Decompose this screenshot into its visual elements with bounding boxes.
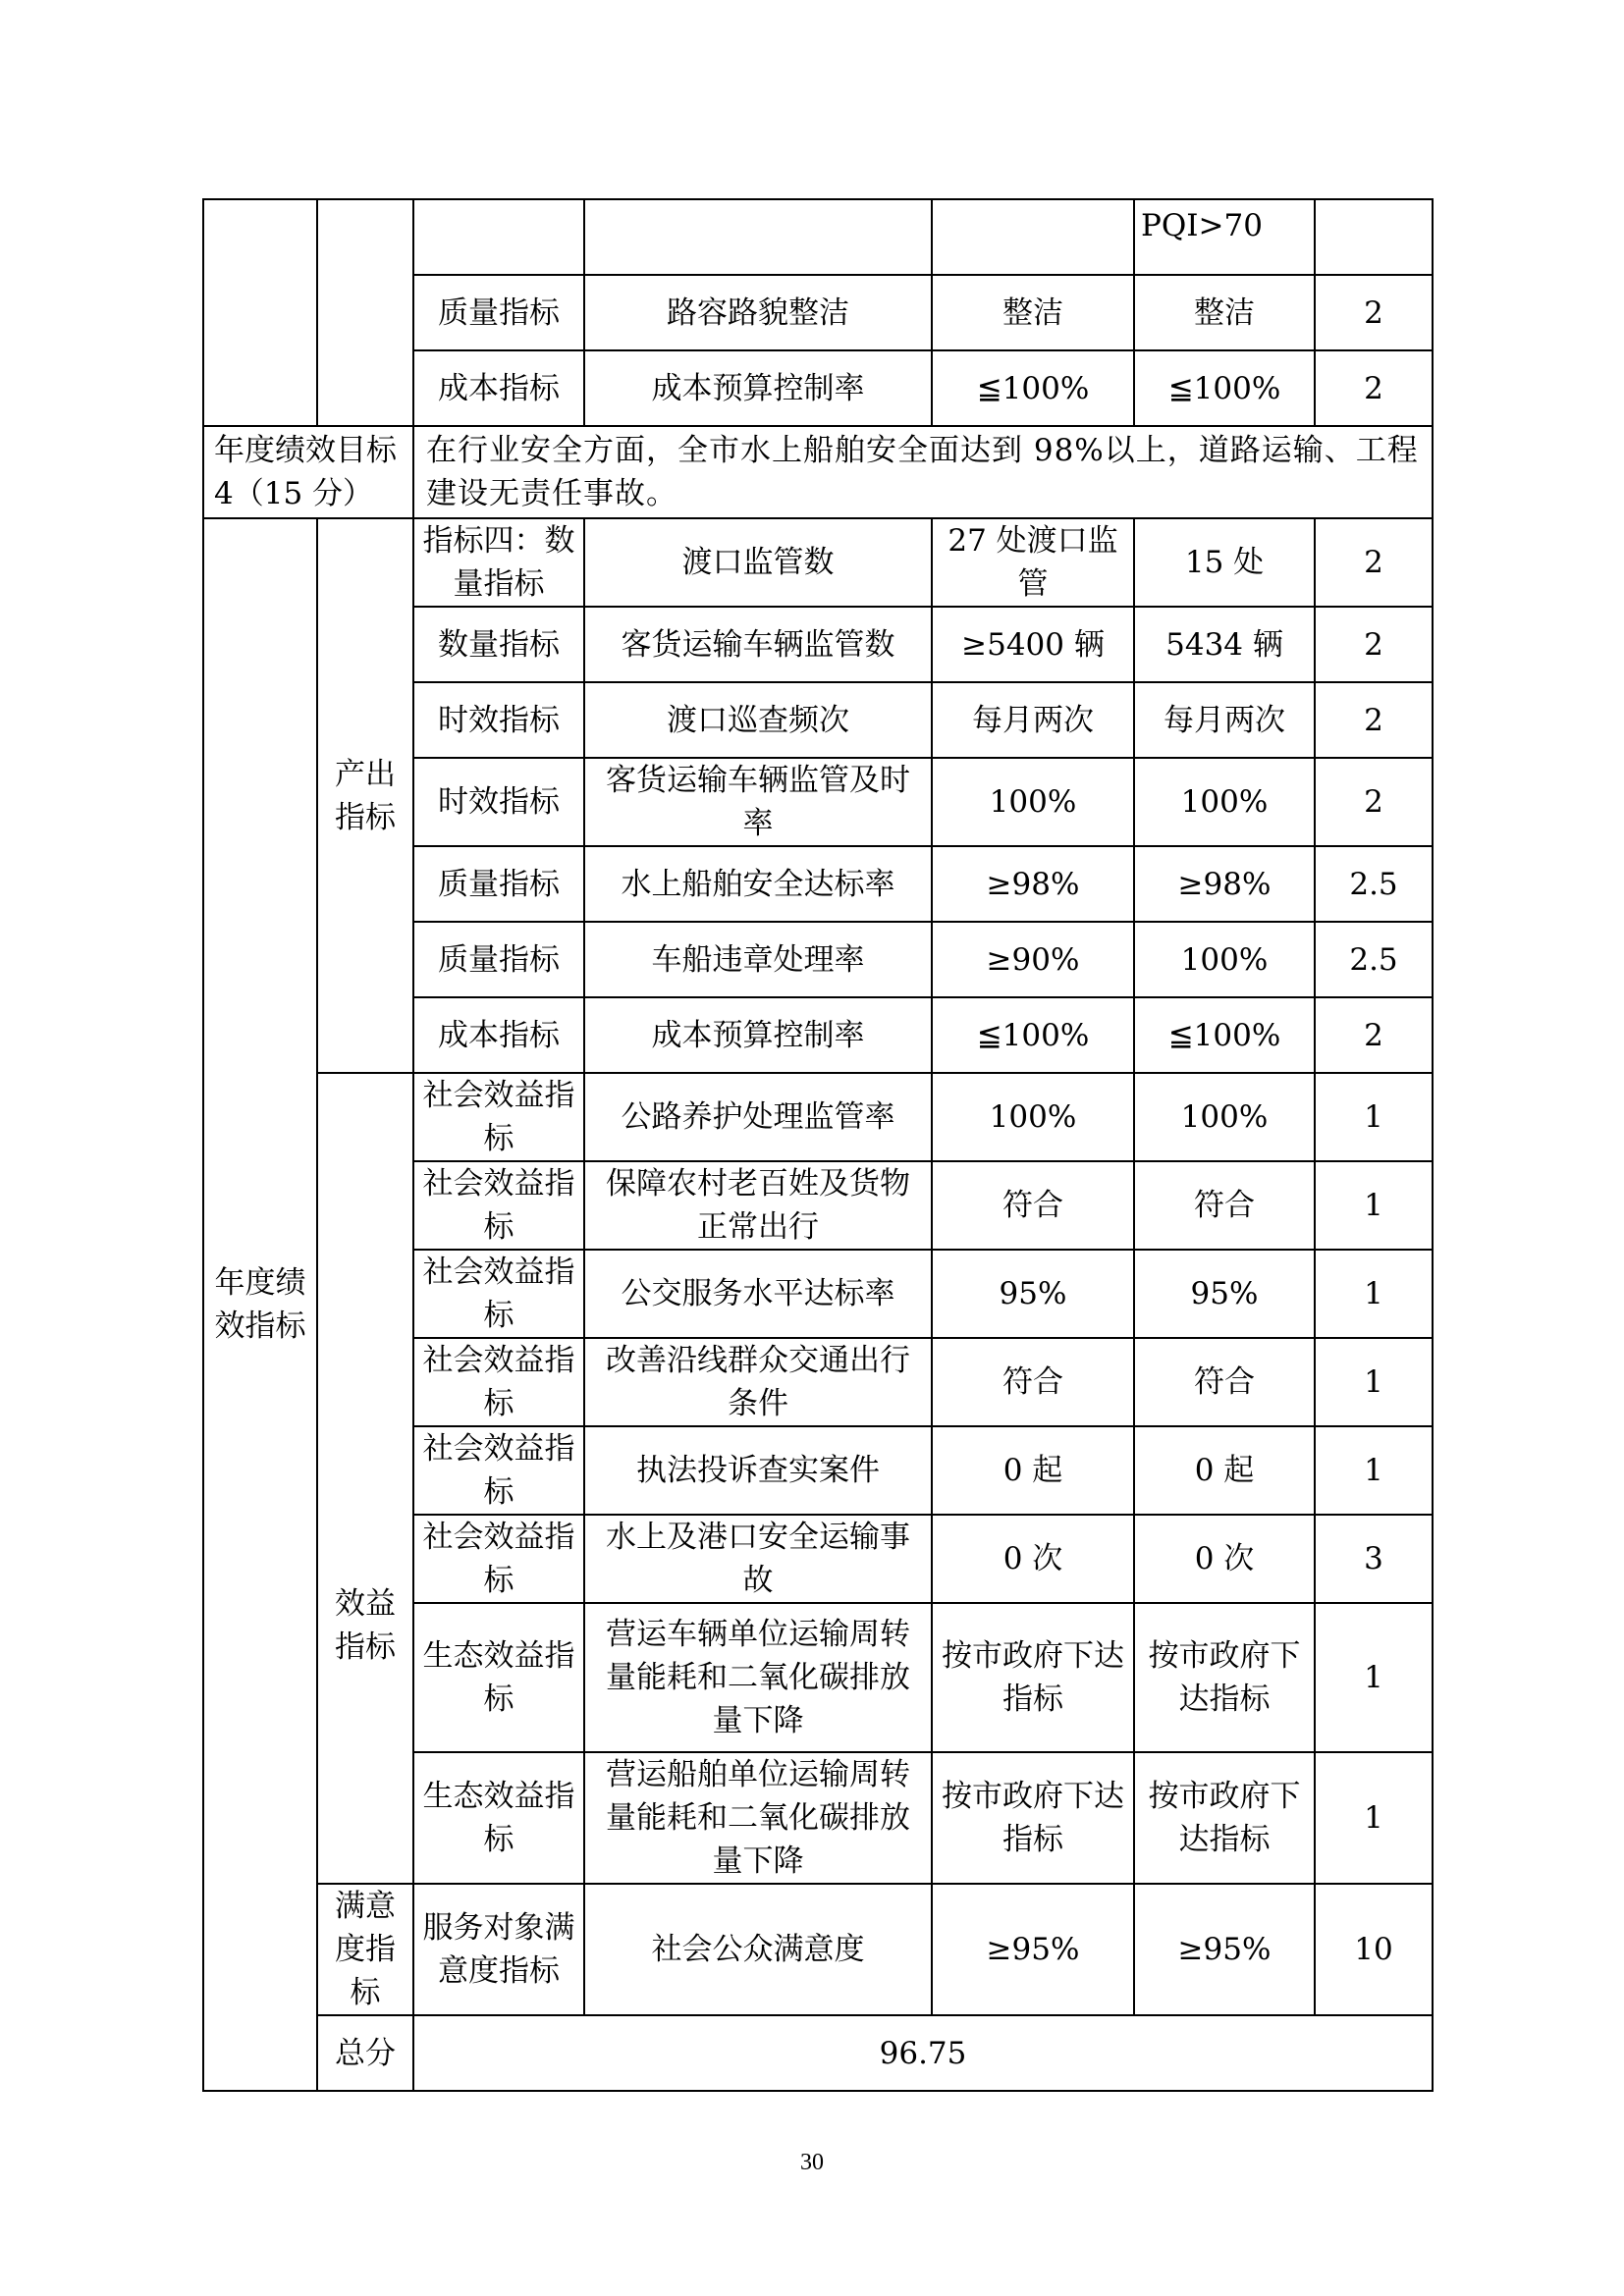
indicator-cell: 时效指标: [413, 758, 584, 846]
table-row: [203, 1884, 1433, 2015]
target-cell: 27 处渡口监管: [932, 518, 1134, 607]
benefit-indicator-label: 效益指标: [317, 1073, 413, 1884]
actual-cell: 0 起: [1134, 1426, 1315, 1515]
score-cell: 1: [1315, 1250, 1433, 1338]
score-cell: [1315, 199, 1433, 275]
actual-cell: 100%: [1134, 922, 1315, 997]
actual-cell: 5434 辆: [1134, 607, 1315, 682]
score-cell: 10: [1315, 1884, 1433, 2015]
name-cell: 水上及港口安全运输事故: [584, 1515, 932, 1603]
total-value: 96.75: [413, 2015, 1433, 2091]
actual-cell: PQI>70: [1134, 199, 1315, 275]
actual-cell: 95%: [1134, 1250, 1315, 1338]
actual-cell: ≦100%: [1134, 350, 1315, 426]
score-cell: 2.5: [1315, 846, 1433, 922]
annual-indicator-label: 年度绩效指标: [203, 518, 317, 2091]
indicator-cell: 质量指标: [413, 846, 584, 922]
indicator-cell: 社会效益指标: [413, 1073, 584, 1161]
score-cell: 2.5: [1315, 922, 1433, 997]
table-row: [203, 2015, 1433, 2091]
table-row: [203, 426, 1433, 518]
actual-cell: 100%: [1134, 1073, 1315, 1161]
target-cell: 100%: [932, 758, 1134, 846]
goal4-text: 在行业安全方面，全市水上船舶安全面达到 98%以上，道路运输、工程建设无责任事故。: [413, 426, 1433, 518]
target-cell: ≥95%: [932, 1884, 1134, 2015]
target-cell: 95%: [932, 1250, 1134, 1338]
indicator-cell: 生态效益指标: [413, 1752, 584, 1884]
actual-cell: 符合: [1134, 1338, 1315, 1426]
name-cell: 社会公众满意度: [584, 1884, 932, 2015]
target-cell: [932, 199, 1134, 275]
output-indicator-label: 产出指标: [317, 518, 413, 1073]
indicator-cell: 质量指标: [413, 922, 584, 997]
actual-cell: 按市政府下达指标: [1134, 1603, 1315, 1752]
indicator-cell: 指标四：数量指标: [413, 518, 584, 607]
indicator-cell: 质量指标: [413, 275, 584, 350]
empty-cell: [203, 199, 317, 426]
table-row: [203, 199, 1433, 275]
actual-cell: ≦100%: [1134, 997, 1315, 1073]
goal4-label: 年度绩效目标 4（15 分）: [203, 426, 413, 518]
name-cell: 渡口巡查频次: [584, 682, 932, 758]
actual-cell: 15 处: [1134, 518, 1315, 607]
actual-cell: 0 次: [1134, 1515, 1315, 1603]
name-cell: 路容路貌整洁: [584, 275, 932, 350]
actual-cell: 符合: [1134, 1161, 1315, 1250]
name-cell: 成本预算控制率: [584, 350, 932, 426]
target-cell: 整洁: [932, 275, 1134, 350]
indicator-cell: 社会效益指标: [413, 1338, 584, 1426]
indicator-cell: 社会效益指标: [413, 1515, 584, 1603]
score-cell: 1: [1315, 1426, 1433, 1515]
target-cell: ≥98%: [932, 846, 1134, 922]
name-cell: 渡口监管数: [584, 518, 932, 607]
target-cell: ≥5400 辆: [932, 607, 1134, 682]
name-cell: 水上船舶安全达标率: [584, 846, 932, 922]
indicator-cell: 成本指标: [413, 997, 584, 1073]
indicator-cell: 生态效益指标: [413, 1603, 584, 1752]
indicator-cell: 成本指标: [413, 350, 584, 426]
target-cell: 符合: [932, 1338, 1134, 1426]
target-cell: ≥90%: [932, 922, 1134, 997]
target-cell: 100%: [932, 1073, 1134, 1161]
indicator-cell: 社会效益指标: [413, 1250, 584, 1338]
target-cell: 每月两次: [932, 682, 1134, 758]
score-cell: 1: [1315, 1603, 1433, 1752]
score-cell: 2: [1315, 682, 1433, 758]
table-row: [203, 1073, 1433, 1161]
target-cell: 按市政府下达指标: [932, 1752, 1134, 1884]
name-cell: 改善沿线群众交通出行条件: [584, 1338, 932, 1426]
score-cell: 2: [1315, 518, 1433, 607]
satisfaction-indicator-label: 满意度指标: [317, 1884, 413, 2015]
name-cell: 执法投诉查实案件: [584, 1426, 932, 1515]
name-cell: 保障农村老百姓及货物正常出行: [584, 1161, 932, 1250]
score-cell: 2: [1315, 607, 1433, 682]
indicator-cell: 社会效益指标: [413, 1426, 584, 1515]
actual-cell: 按市政府下达指标: [1134, 1752, 1315, 1884]
score-cell: 2: [1315, 997, 1433, 1073]
actual-cell: 整洁: [1134, 275, 1315, 350]
target-cell: 0 起: [932, 1426, 1134, 1515]
score-cell: 1: [1315, 1338, 1433, 1426]
actual-cell: ≥98%: [1134, 846, 1315, 922]
score-cell: 1: [1315, 1752, 1433, 1884]
target-cell: ≦100%: [932, 350, 1134, 426]
performance-table: [202, 198, 1434, 2092]
score-cell: 1: [1315, 1161, 1433, 1250]
target-cell: 0 次: [932, 1515, 1134, 1603]
score-cell: 1: [1315, 1073, 1433, 1161]
name-cell: 客货运输车辆监管数: [584, 607, 932, 682]
indicator-cell: [413, 199, 584, 275]
actual-cell: ≥95%: [1134, 1884, 1315, 2015]
score-cell: 2: [1315, 275, 1433, 350]
score-cell: 3: [1315, 1515, 1433, 1603]
actual-cell: 每月两次: [1134, 682, 1315, 758]
name-cell: 公路养护处理监管率: [584, 1073, 932, 1161]
name-cell: 客货运输车辆监管及时率: [584, 758, 932, 846]
indicator-cell: 社会效益指标: [413, 1161, 584, 1250]
target-cell: ≦100%: [932, 997, 1134, 1073]
name-cell: 营运车辆单位运输周转量能耗和二氧化碳排放量下降: [584, 1603, 932, 1752]
table-row: [203, 518, 1433, 607]
target-cell: 按市政府下达指标: [932, 1603, 1134, 1752]
empty-cell: [317, 199, 413, 426]
actual-cell: 100%: [1134, 758, 1315, 846]
score-cell: 2: [1315, 350, 1433, 426]
score-cell: 2: [1315, 758, 1433, 846]
name-cell: 车船违章处理率: [584, 922, 932, 997]
indicator-cell: 时效指标: [413, 682, 584, 758]
name-cell: 成本预算控制率: [584, 997, 932, 1073]
indicator-cell: 数量指标: [413, 607, 584, 682]
name-cell: 公交服务水平达标率: [584, 1250, 932, 1338]
name-cell: [584, 199, 932, 275]
name-cell: 营运船舶单位运输周转量能耗和二氧化碳排放量下降: [584, 1752, 932, 1884]
target-cell: 符合: [932, 1161, 1134, 1250]
indicator-cell: 服务对象满意度指标: [413, 1884, 584, 2015]
total-label: 总分: [317, 2015, 413, 2091]
page-number: 30: [800, 2150, 824, 2175]
